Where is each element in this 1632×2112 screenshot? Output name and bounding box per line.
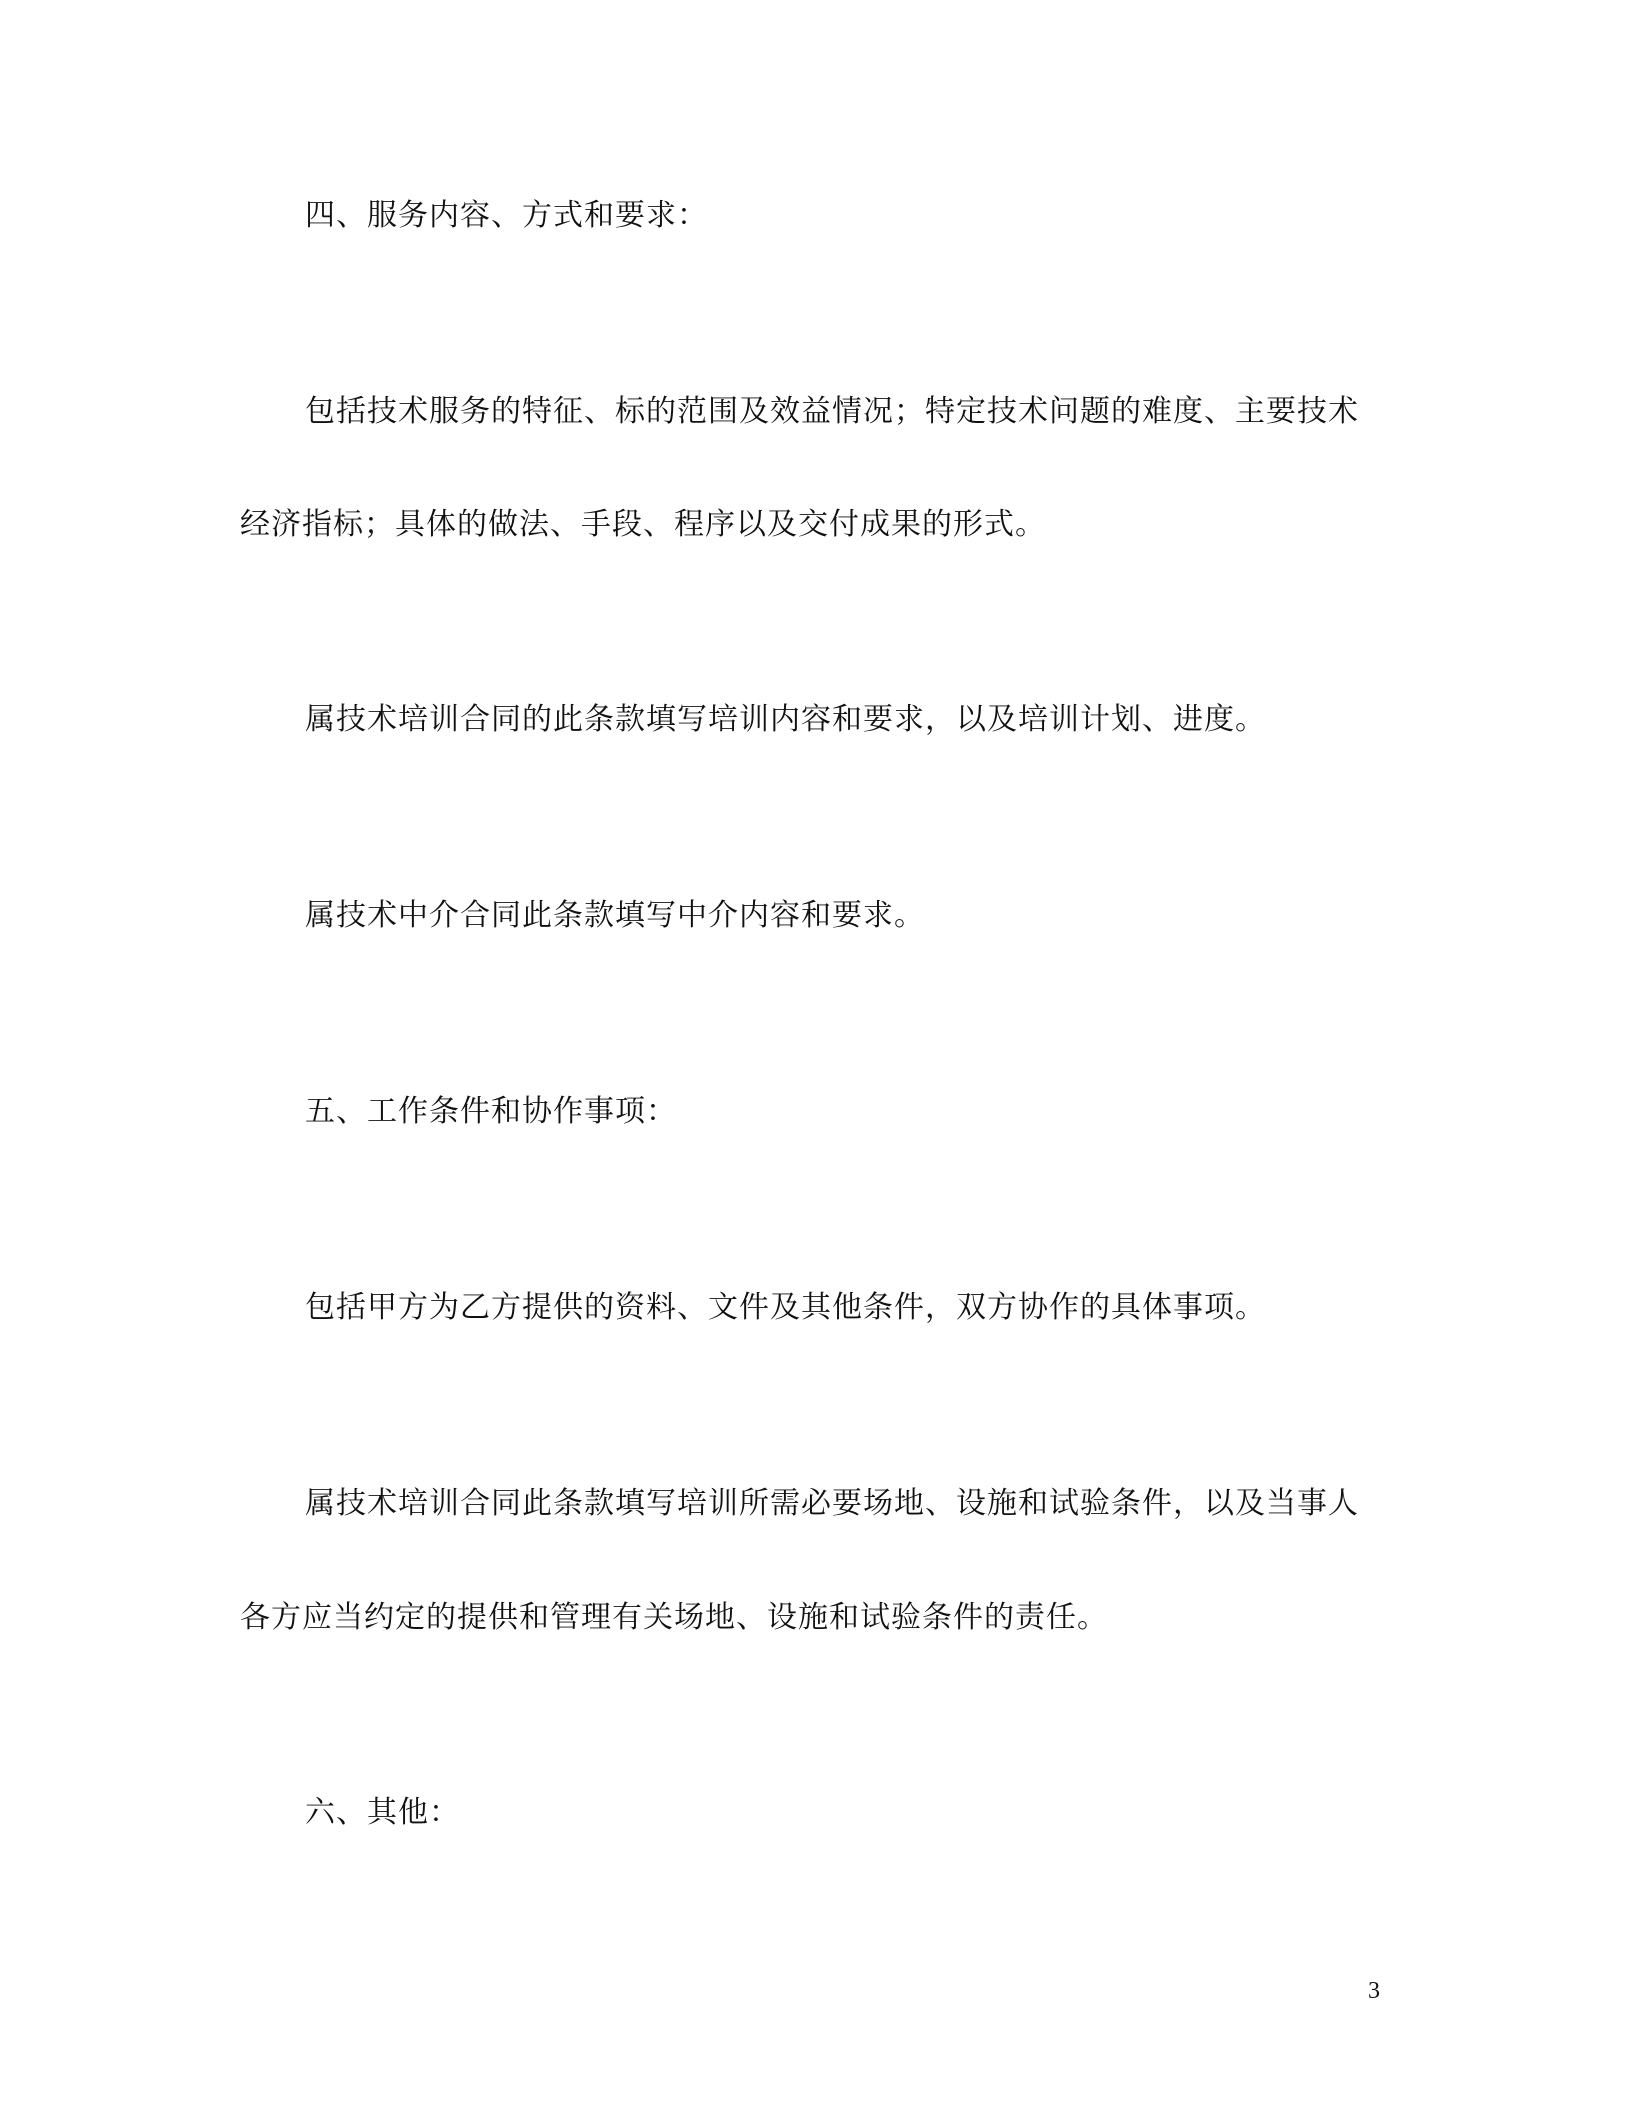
paragraph-line: 包括技术服务的特征、标的范围及效益情况；特定技术问题的难度、主要技术 — [305, 394, 1359, 429]
page-number: 3 — [1368, 1978, 1380, 2004]
paragraph-line: 属技术培训合同的此条款填写培训内容和要求，以及培训计划、进度。 — [305, 702, 1266, 737]
paragraph-line: 属技术培训合同此条款填写培训所需必要场地、设施和试验条件，以及当事人 — [305, 1486, 1359, 1521]
section-heading-four: 四、服务内容、方式和要求： — [305, 198, 708, 233]
section-heading-six: 六、其他： — [305, 1795, 460, 1830]
paragraph-line: 经济指标；具体的做法、手段、程序以及交付成果的形式。 — [240, 507, 1046, 542]
paragraph-line: 各方应当约定的提供和管理有关场地、设施和试验条件的责任。 — [240, 1600, 1108, 1635]
section-heading-five: 五、工作条件和协作事项： — [305, 1094, 677, 1129]
paragraph-line: 包括甲方为乙方提供的资料、文件及其他条件，双方协作的具体事项。 — [305, 1290, 1266, 1325]
paragraph-line: 属技术中介合同此条款填写中介内容和要求。 — [305, 898, 925, 933]
